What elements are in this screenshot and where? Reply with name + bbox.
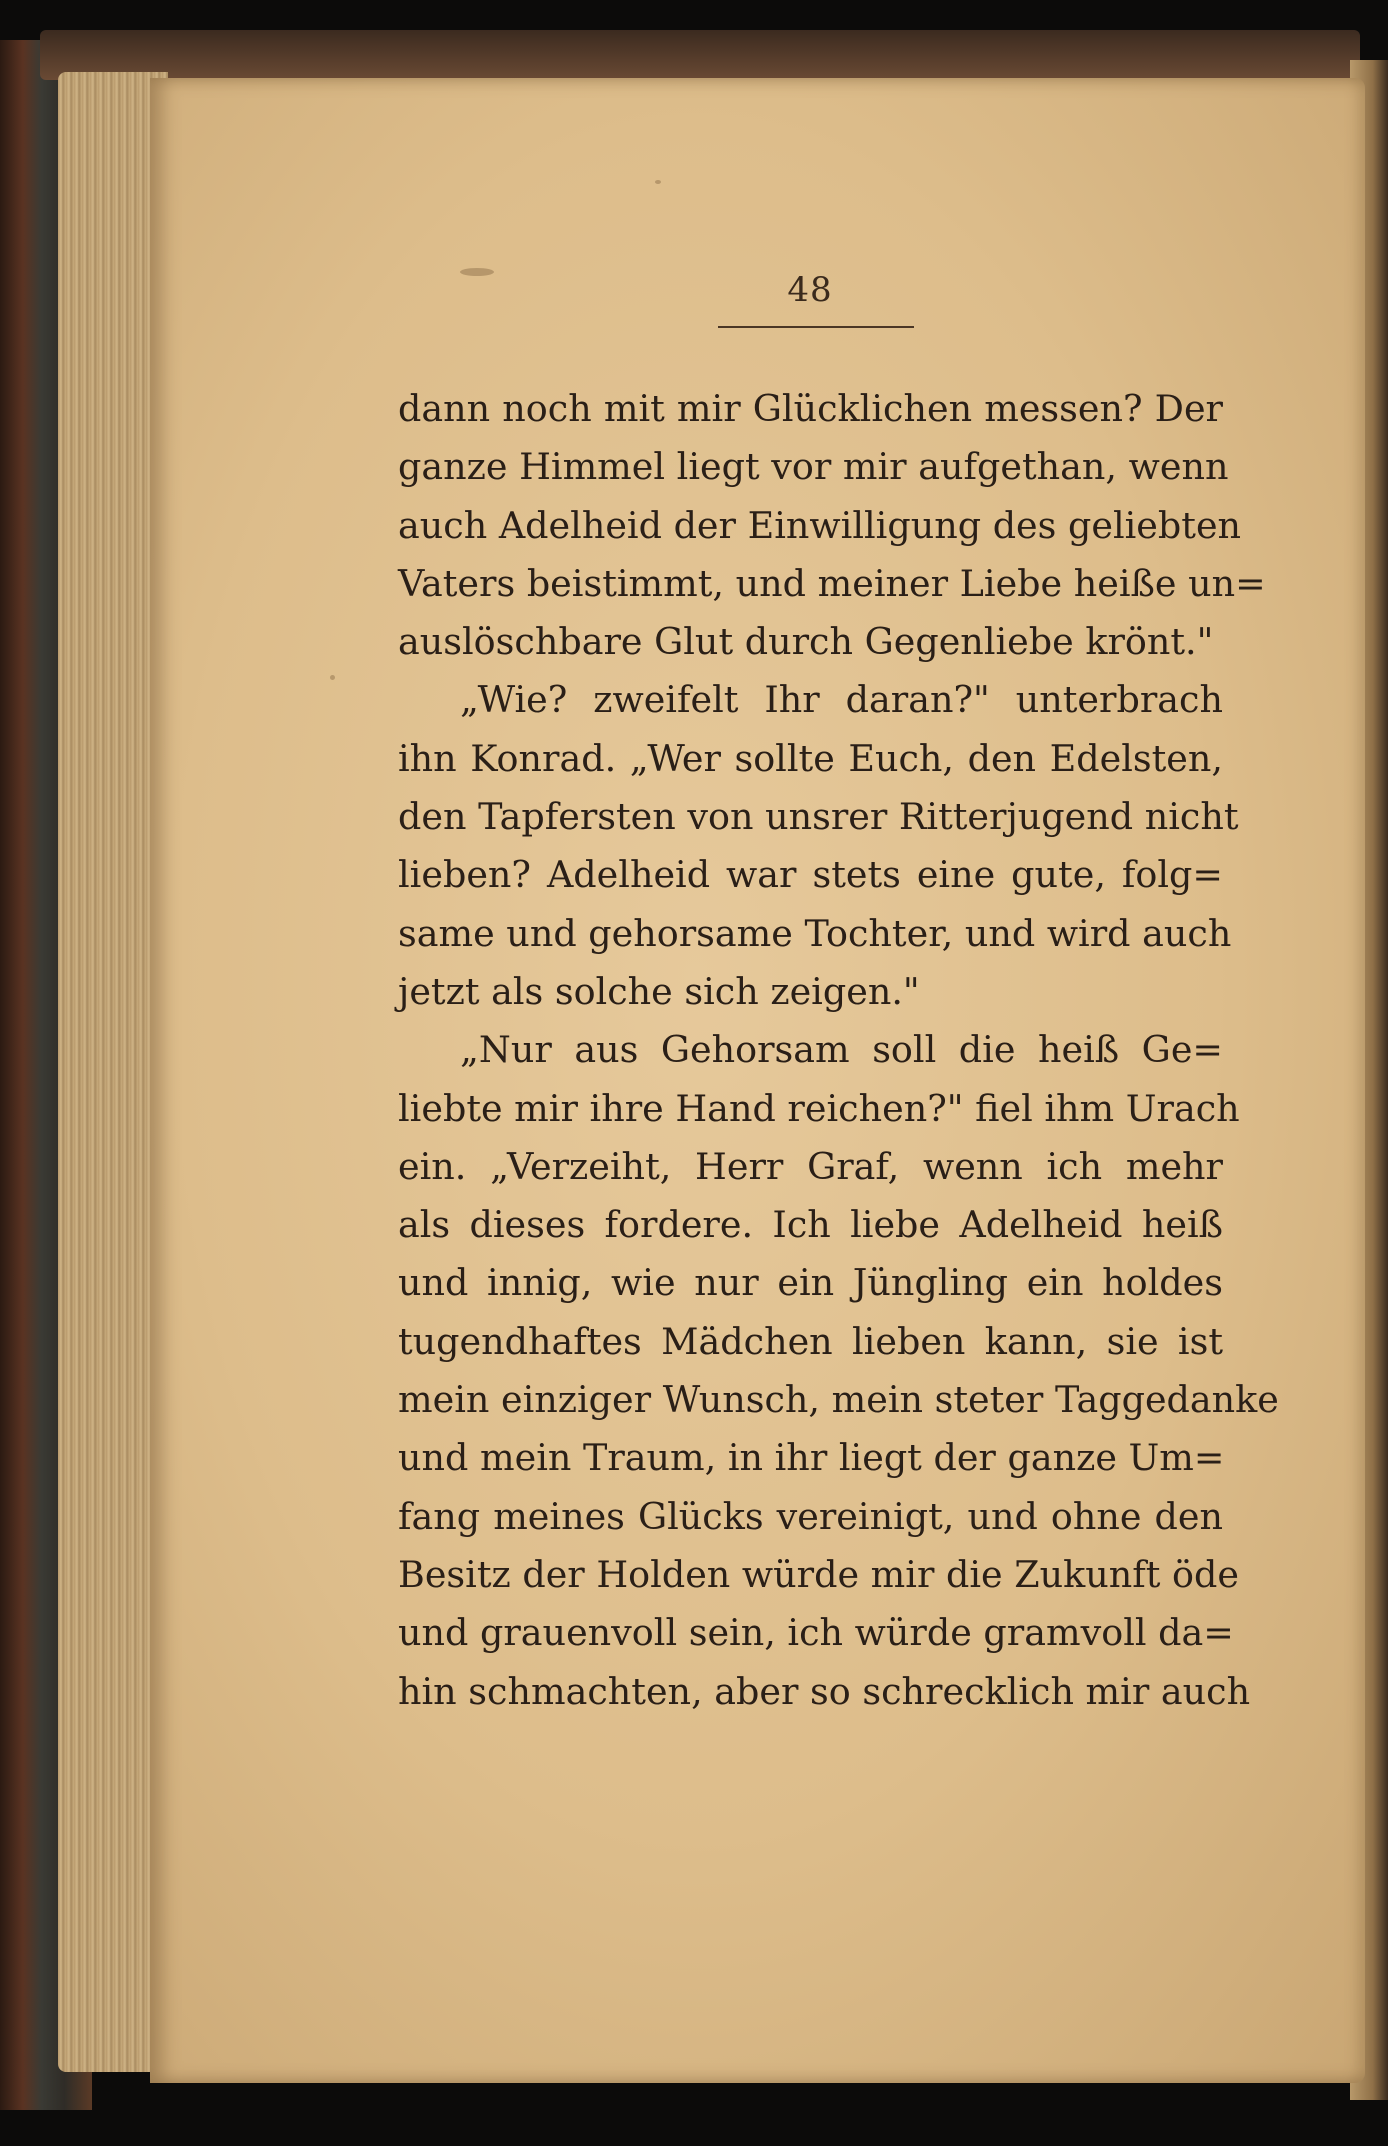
text-line: den Tapfersten von unsrer Ritterjugend nicht <box>398 795 1239 839</box>
text-line: liebte mir ihre Hand reichen?" fiel ihm Urach <box>398 1086 1240 1130</box>
text-line: dann noch mit mir Glücklichen messen? Der <box>398 387 1223 430</box>
text-line: als dieses fordere. Ich liebe Adelheid heiß <box>398 1203 1223 1247</box>
text-line: fang meines Glücks vereinigt, und ohne den <box>398 1494 1223 1538</box>
body-text <box>398 380 1279 1721</box>
paper-stain <box>655 180 661 184</box>
page-number: 48 <box>787 270 833 310</box>
text-line: und grauenvoll sein, ich würde gramvoll da= <box>398 1611 1234 1655</box>
text-line: jetzt als solche sich zeigen." <box>398 969 920 1013</box>
paper-stain <box>330 675 335 680</box>
text-line: „Wie? zweifelt Ihr daran?" unterbrach <box>460 678 1223 722</box>
book-cover-top <box>40 30 1360 80</box>
text-line: ihn Konrad. „Wer sollte Euch, den Edelsten, <box>398 736 1223 780</box>
text-line: mein einziger Wunsch, mein steter Taggedanke <box>398 1378 1279 1422</box>
text-line: hin schmachten, aber so schrecklich mir auch <box>398 1669 1251 1713</box>
text-line: und innig, wie nur ein Jüngling ein holdes <box>398 1261 1223 1305</box>
text-line: tugendhaftes Mädchen lieben kann, sie ist <box>398 1319 1223 1363</box>
paper-stain <box>460 268 494 276</box>
text-line: „Nur aus Gehorsam soll die heiß Ge= <box>460 1028 1223 1072</box>
text-line: Besitz der Holden würde mir die Zukunft öde <box>398 1552 1239 1596</box>
text-line: same und gehorsame Tochter, und wird auch <box>398 911 1232 955</box>
text-line: ganze Himmel liegt vor mir aufgethan, wenn <box>398 445 1229 489</box>
text-line: lieben? Adelheid war stets eine gute, folg= <box>398 853 1223 897</box>
page-number-rule <box>718 326 914 328</box>
text-line: und mein Traum, in ihr liegt der ganze Um= <box>398 1436 1225 1480</box>
text-line: ein. „Verzeiht, Herr Graf, wenn ich mehr <box>398 1144 1223 1188</box>
text-line: Vaters beistimmt, und meiner Liebe heiße un= <box>398 561 1266 605</box>
text-line: auslöschbare Glut durch Gegenliebe krönt." <box>398 620 1214 664</box>
text-line: auch Adelheid der Einwilligung des geliebten <box>398 503 1242 547</box>
